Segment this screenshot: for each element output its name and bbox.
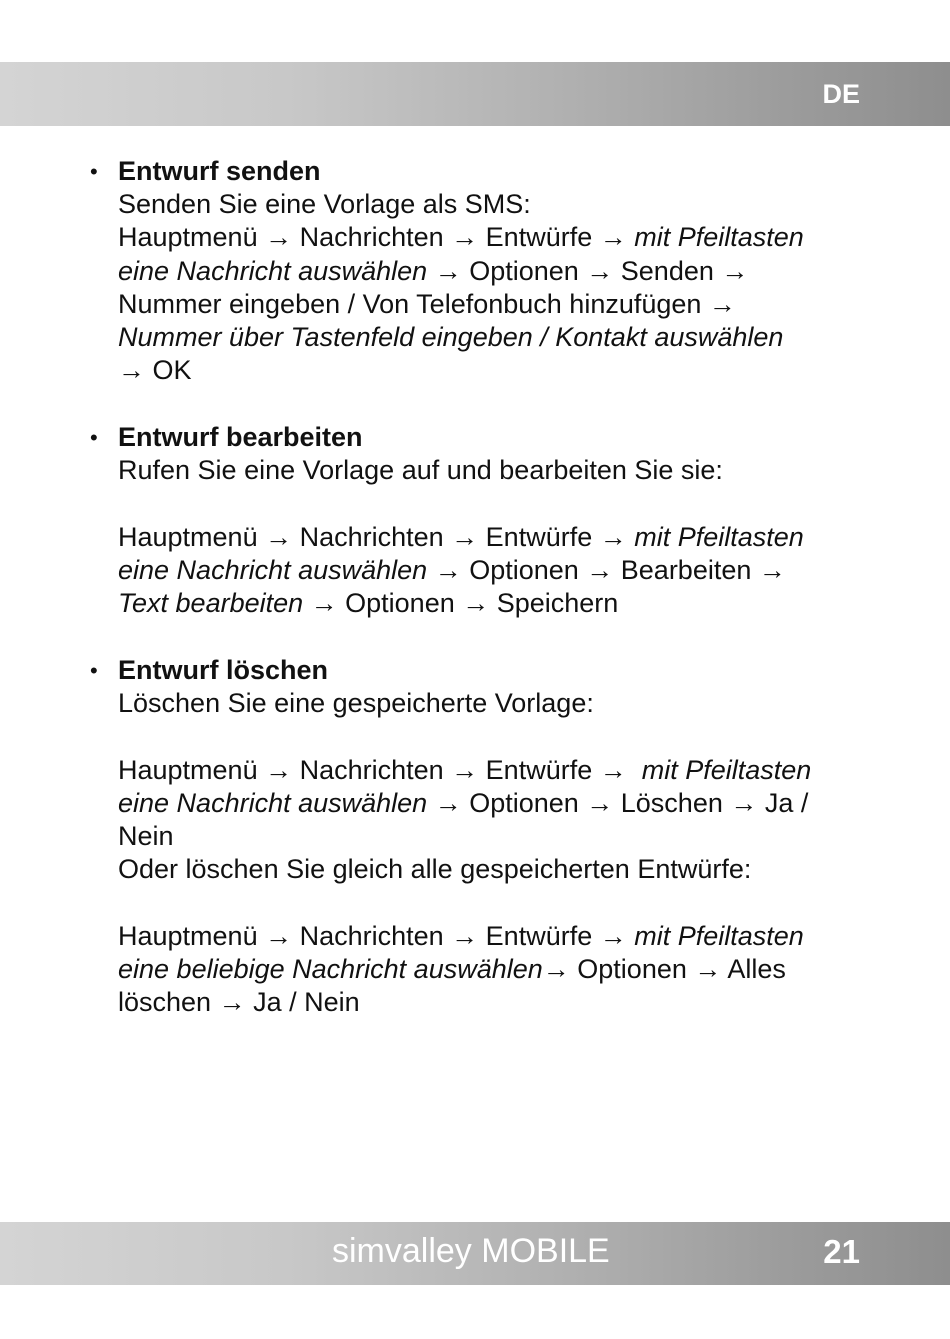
section-entwurf-senden <box>90 155 878 387</box>
language-label: DE <box>822 79 860 109</box>
header-band <box>0 62 950 126</box>
section-intro: Löschen Sie eine gespeicherte Vorlage: <box>118 688 594 719</box>
step-line: Nein <box>118 821 174 851</box>
section-entwurf-bearbeiten <box>90 421 878 620</box>
step-line: Hauptmenü → Nachrichten → Entwürfe → mit Pfeiltasten <box>118 222 804 253</box>
section-entwurf-loeschen <box>90 654 878 1019</box>
page-number: 21 <box>823 1233 860 1270</box>
section-heading: Entwurf bearbeiten <box>118 422 363 452</box>
bullet: • <box>90 658 98 683</box>
step-line: eine Nachricht auswählen → Optionen → Löschen → Ja / <box>118 787 809 818</box>
step-line: Text bearbeiten → Optionen → Speichern <box>118 588 619 618</box>
bullet: • <box>90 425 98 450</box>
step-line: eine Nachricht auswählen → Optionen → Bearbeiten → <box>118 554 786 585</box>
section-alt-intro: Oder löschen Sie gleich alle gespeicherten Entwürfe: <box>118 854 752 885</box>
step-line: Hauptmenü → Nachrichten → Entwürfe → mit Pfeiltasten <box>118 754 812 785</box>
bullet: • <box>90 159 98 184</box>
section-intro: Senden Sie eine Vorlage als SMS: <box>118 189 531 220</box>
step-line: Hauptmenü → Nachrichten → Entwürfe → mit Pfeiltasten <box>118 521 804 552</box>
step-line: Nummer eingeben / Von Telefonbuch hinzufügen → <box>118 288 736 319</box>
brand-name: simvalley MOBILE <box>332 1232 610 1270</box>
section-heading: Entwurf senden <box>118 156 321 186</box>
step-line: Hauptmenü → Nachrichten → Entwürfe → mit Pfeiltasten <box>118 920 804 951</box>
step-line: eine beliebige Nachricht auswählen→ Optionen → Alles <box>118 953 786 984</box>
step-line: löschen → Ja / Nein <box>118 987 360 1017</box>
section-intro: Rufen Sie eine Vorlage auf und bearbeiten Sie sie: <box>118 455 723 486</box>
step-line: eine Nachricht auswählen → Optionen → Senden → <box>118 255 749 286</box>
step-line: → OK <box>118 355 192 386</box>
step-line: Nummer über Tastenfeld eingeben / Kontakt auswählen <box>118 322 784 353</box>
section-heading: Entwurf löschen <box>118 655 329 685</box>
